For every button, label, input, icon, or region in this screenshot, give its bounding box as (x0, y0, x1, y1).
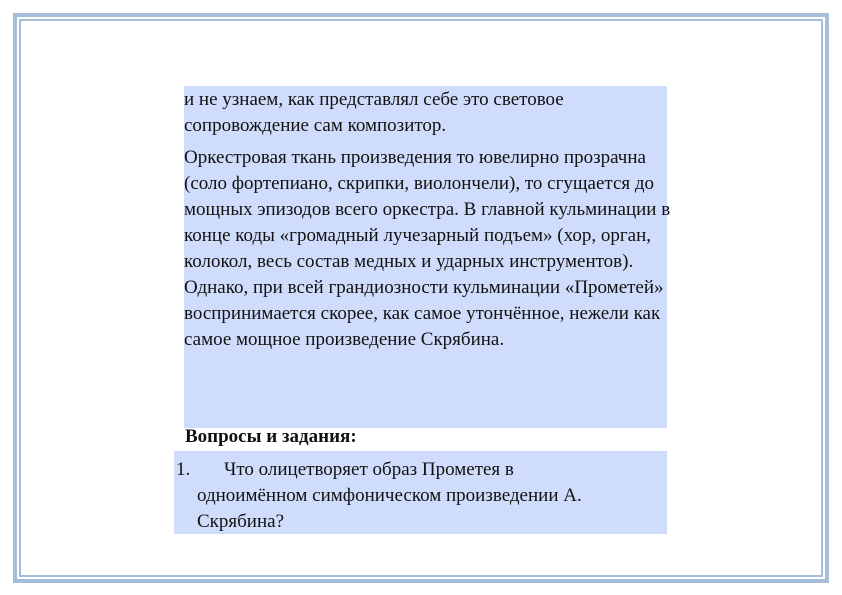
question-text-line: Что олицетворяет образ Прометея в (224, 459, 514, 480)
question-text-line: одноимённом симфоническом произведении А. (197, 485, 582, 506)
paragraph-continuation: и не узнаем, как представлял себе это световое сопровождение сам композитор. (184, 89, 564, 136)
question-number: 1. (176, 459, 191, 480)
question-text-line: Скрябина? (197, 511, 285, 532)
questions-heading: Вопросы и задания: (185, 426, 357, 447)
paragraph-orchestral-texture: Оркестровая ткань произведения то ювелирно прозрачна (соло фортепиано, скрипки, виолончели), то сгущается до мощных эпизодов всего оркестра. В главной кульминации в конце коды «громадный лучезарный подъем» (хор, орган, колокол, весь состав медных и ударных инструментов). Однако, при всей грандиозности кульминации «Прометей» воспринимается скорее, как самое утончённое, нежели как самое мощное произведение Скрябина. (184, 147, 671, 350)
